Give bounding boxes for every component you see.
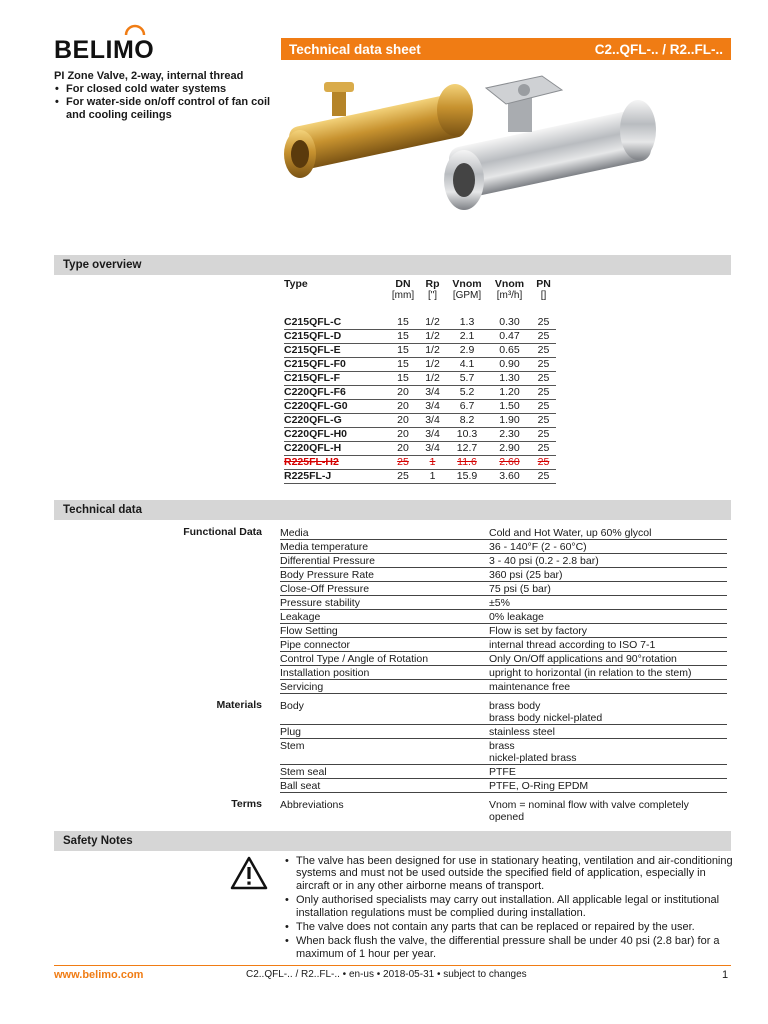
cell-vnom-m3h: 1.20 <box>488 386 531 400</box>
tech-category <box>54 610 280 624</box>
cell-vnom-gpm: 11.6 <box>446 456 488 470</box>
table-row <box>284 316 556 330</box>
cell-pn: 25 <box>531 428 556 442</box>
footer-divider <box>54 965 731 966</box>
cell-vnom-m3h: 2.90 <box>488 442 531 456</box>
tech-value <box>489 526 727 540</box>
footer-website-link[interactable]: www.belimo.com <box>54 969 144 981</box>
tech-row <box>54 568 731 582</box>
tech-property: Media <box>280 526 489 540</box>
col-header-vnom-m3h: Vnom <box>494 278 525 290</box>
tech-category <box>54 666 280 680</box>
tech-value <box>489 540 727 554</box>
table-row <box>284 456 556 470</box>
tech-row <box>54 652 731 666</box>
cell-dn: 15 <box>387 358 419 372</box>
cell-dn: 20 <box>387 428 419 442</box>
tech-value-line: stainless steel <box>489 726 555 738</box>
tech-property: Stem <box>280 739 489 765</box>
tech-value <box>489 725 727 739</box>
cell-type: C215QFL-C <box>284 316 387 330</box>
tech-category <box>54 739 280 765</box>
safety-note: • The valve does not contain any parts that can be replaced or repaired by the user. <box>284 921 734 933</box>
tech-row <box>54 624 731 638</box>
cell-type: R225FL-H2 <box>284 456 387 470</box>
cell-type: C215QFL-F0 <box>284 358 387 372</box>
tech-row <box>54 765 731 779</box>
cell-dn: 20 <box>387 386 419 400</box>
tech-row <box>54 526 731 540</box>
tech-property: Pressure stability <box>280 596 489 610</box>
col-header-rp: Rp <box>425 278 440 290</box>
tech-category <box>54 680 280 694</box>
product-intro <box>54 70 274 122</box>
tech-category <box>54 554 280 568</box>
tech-row <box>54 699 731 725</box>
cell-rp: 1/2 <box>419 344 446 358</box>
tech-value <box>489 652 727 666</box>
table-row <box>284 330 556 344</box>
tech-row <box>54 739 731 765</box>
tech-category <box>54 568 280 582</box>
cell-vnom-m3h: 2.30 <box>488 428 531 442</box>
cell-rp: 3/4 <box>419 428 446 442</box>
cell-type: C220QFL-F6 <box>284 386 387 400</box>
section-technical-data: Technical data <box>54 500 731 520</box>
unit-type <box>284 290 387 302</box>
cell-dn: 15 <box>387 344 419 358</box>
cell-vnom-gpm: 4.1 <box>446 358 488 372</box>
cell-vnom-gpm: 5.7 <box>446 372 488 386</box>
intro-bullet: • For water-side on/off control of fan coil and cooling ceilings <box>54 96 274 122</box>
tech-row <box>54 798 731 823</box>
cell-type: R225FL-J <box>284 470 387 484</box>
tech-row <box>54 554 731 568</box>
cell-type: C215QFL-F <box>284 372 387 386</box>
warning-triangle-icon <box>230 856 268 890</box>
table-row <box>284 470 556 484</box>
cell-vnom-gpm: 10.3 <box>446 428 488 442</box>
tech-value-line: nickel-plated brass <box>489 752 577 764</box>
belimo-logo-arc <box>124 24 146 36</box>
tech-property: Body Pressure Rate <box>280 568 489 582</box>
cell-vnom-m3h: 2.60 <box>488 456 531 470</box>
cell-vnom-m3h: 1.90 <box>488 414 531 428</box>
brass-valve <box>284 82 473 178</box>
tech-category: Functional Data <box>183 526 262 538</box>
cell-vnom-gpm: 6.7 <box>446 400 488 414</box>
cell-vnom-gpm: 5.2 <box>446 386 488 400</box>
tech-category <box>54 540 280 554</box>
tech-row <box>54 596 731 610</box>
cell-dn: 15 <box>387 316 419 330</box>
cell-rp: 3/4 <box>419 442 446 456</box>
tech-value-line: opened <box>489 811 525 823</box>
tech-value <box>489 610 727 624</box>
tech-property: Abbreviations <box>280 799 344 811</box>
cell-pn: 25 <box>531 330 556 344</box>
tech-category: Terms <box>231 798 262 810</box>
unit-gpm: [GPM] <box>452 290 482 301</box>
cell-rp: 3/4 <box>419 400 446 414</box>
tech-value <box>489 638 727 652</box>
product-photo <box>280 68 660 216</box>
tech-row <box>54 638 731 652</box>
table-row <box>284 442 556 456</box>
section-safety-notes: Safety Notes <box>54 831 731 851</box>
table-row <box>284 372 556 386</box>
tech-property: Differential Pressure <box>280 554 489 568</box>
col-header-pn: PN <box>536 278 551 290</box>
cell-vnom-m3h: 0.90 <box>488 358 531 372</box>
cell-type: C215QFL-E <box>284 344 387 358</box>
tech-category <box>54 765 280 779</box>
cell-vnom-m3h: 0.30 <box>488 316 531 330</box>
tech-value-line: ±5% <box>489 597 510 609</box>
tech-value-line: maintenance free <box>489 681 571 693</box>
cell-type: C220QFL-G0 <box>284 400 387 414</box>
header-models: C2..QFL-.. / R2..FL-.. <box>594 41 723 57</box>
tech-value <box>489 568 727 582</box>
tech-property: Close-Off Pressure <box>280 582 489 596</box>
brand-name: BELIMO <box>54 36 155 64</box>
cell-dn: 20 <box>387 442 419 456</box>
tech-category <box>54 652 280 666</box>
cell-type: C215QFL-D <box>284 330 387 344</box>
tech-row <box>54 725 731 739</box>
tech-value <box>489 624 727 638</box>
tech-property: Media temperature <box>280 540 489 554</box>
cell-type: C220QFL-H0 <box>284 428 387 442</box>
cell-pn: 25 <box>531 386 556 400</box>
tech-category <box>54 596 280 610</box>
cell-rp: 1 <box>419 456 446 470</box>
tech-value-line: 75 psi (5 bar) <box>489 583 551 595</box>
unit-pn: [] <box>540 290 547 301</box>
safety-notes-list <box>284 855 734 962</box>
footer-page-number: 1 <box>722 969 729 981</box>
tech-property: Ball seat <box>280 779 489 793</box>
tech-value-line: Cold and Hot Water, up 60% glycol <box>489 527 652 539</box>
tech-value-line: upright to horizontal (in relation to the stem) <box>489 667 692 679</box>
header-title: Technical data sheet <box>289 41 421 57</box>
tech-value <box>489 680 727 694</box>
cell-pn: 25 <box>531 316 556 330</box>
table-row <box>284 428 556 442</box>
tech-value <box>489 798 727 823</box>
table-row <box>284 414 556 428</box>
cell-pn: 25 <box>531 358 556 372</box>
cell-vnom-m3h: 0.65 <box>488 344 531 358</box>
tech-value-line: PTFE <box>489 766 516 778</box>
safety-note: • Only authorised specialists may carry out installation. All applicable legal or institutional installation regulations must be complied during installation. <box>284 894 734 919</box>
tech-property: Leakage <box>280 610 489 624</box>
col-header-type: Type <box>284 278 308 290</box>
cell-vnom-gpm: 8.2 <box>446 414 488 428</box>
safety-note: • The valve has been designed for use in stationary heating, ventilation and air-conditioning systems and must not be used outside the specified field of application, especially in aircraft or in any other airborne means of transport. <box>284 855 734 892</box>
tech-property: Flow Setting <box>280 624 489 638</box>
cell-dn: 20 <box>387 400 419 414</box>
tech-category <box>54 624 280 638</box>
tech-property: Stem seal <box>280 765 489 779</box>
cell-vnom-gpm: 12.7 <box>446 442 488 456</box>
cell-rp: 1/2 <box>419 372 446 386</box>
chrome-valve <box>444 76 656 210</box>
tech-property: Control Type / Angle of Rotation <box>280 652 489 666</box>
cell-dn: 15 <box>387 330 419 344</box>
intro-bullet: • For closed cold water systems <box>54 83 274 96</box>
tech-category <box>54 582 280 596</box>
tech-property: Plug <box>280 725 489 739</box>
cell-vnom-m3h: 0.47 <box>488 330 531 344</box>
tech-value-line: 3 - 40 psi (0.2 - 2.8 bar) <box>489 555 599 567</box>
tech-property: Body <box>280 699 489 725</box>
table-row <box>284 344 556 358</box>
cell-dn: 15 <box>387 372 419 386</box>
tech-category <box>54 779 280 793</box>
table-row <box>284 400 556 414</box>
unit-dn: [mm] <box>391 290 415 301</box>
cell-pn: 25 <box>531 372 556 386</box>
tech-value <box>489 596 727 610</box>
tech-value-line: Vnom = nominal flow with valve completely <box>489 799 689 811</box>
type-overview-table <box>284 278 556 484</box>
tech-value-line: PTFE, O-Ring EPDM <box>489 780 589 792</box>
tech-value-line: Only On/Off applications and 90°rotation <box>489 653 677 665</box>
cell-rp: 1/2 <box>419 358 446 372</box>
cell-type: C220QFL-G <box>284 414 387 428</box>
table-row <box>284 386 556 400</box>
cell-vnom-gpm: 2.9 <box>446 344 488 358</box>
table-row <box>284 358 556 372</box>
tech-value <box>489 739 727 765</box>
tech-row <box>54 610 731 624</box>
tech-value <box>489 699 727 725</box>
cell-pn: 25 <box>531 456 556 470</box>
cell-type: C220QFL-H <box>284 442 387 456</box>
tech-row <box>54 680 731 694</box>
unit-m3h: [m³/h] <box>496 290 523 301</box>
belimo-logo <box>54 34 154 64</box>
cell-pn: 25 <box>531 344 556 358</box>
tech-row <box>54 540 731 554</box>
cell-pn: 25 <box>531 470 556 484</box>
tech-category <box>54 638 280 652</box>
cell-vnom-gpm: 1.3 <box>446 316 488 330</box>
cell-pn: 25 <box>531 400 556 414</box>
cell-vnom-gpm: 2.1 <box>446 330 488 344</box>
tech-property: Servicing <box>280 680 489 694</box>
unit-rp: ["] <box>427 290 438 301</box>
header-bar <box>281 38 731 60</box>
product-title: PI Zone Valve, 2-way, internal thread <box>54 70 244 82</box>
cell-rp: 1/2 <box>419 330 446 344</box>
tech-category: Materials <box>216 699 262 711</box>
cell-rp: 3/4 <box>419 414 446 428</box>
tech-value <box>489 666 727 680</box>
tech-value <box>489 779 727 793</box>
tech-value-line: 0% leakage <box>489 611 544 623</box>
cell-rp: 1/2 <box>419 316 446 330</box>
tech-value-line: Flow is set by factory <box>489 625 588 637</box>
tech-value <box>489 765 727 779</box>
tech-row <box>54 666 731 680</box>
tech-category <box>54 725 280 739</box>
tech-value <box>489 582 727 596</box>
cell-rp: 3/4 <box>419 386 446 400</box>
tech-value-line: 360 psi (25 bar) <box>489 569 563 581</box>
cell-dn: 25 <box>387 456 419 470</box>
cell-vnom-m3h: 3.60 <box>488 470 531 484</box>
tech-row <box>54 779 731 793</box>
cell-dn: 20 <box>387 414 419 428</box>
cell-dn: 25 <box>387 470 419 484</box>
cell-vnom-m3h: 1.50 <box>488 400 531 414</box>
cell-pn: 25 <box>531 442 556 456</box>
cell-vnom-m3h: 1.30 <box>488 372 531 386</box>
tech-property: Installation position <box>280 666 489 680</box>
tech-value <box>489 554 727 568</box>
tech-value-line: brass <box>489 740 515 752</box>
tech-value-line: brass body <box>489 700 541 712</box>
cell-pn: 25 <box>531 414 556 428</box>
tech-property: Pipe connector <box>280 638 489 652</box>
cell-vnom-gpm: 15.9 <box>446 470 488 484</box>
cell-rp: 1 <box>419 470 446 484</box>
tech-value-line: 36 - 140°F (2 - 60°C) <box>489 541 587 553</box>
tech-value-line: internal thread according to ISO 7-1 <box>489 639 656 651</box>
footer-document-info: C2..QFL-.. / R2..FL-.. • en-us • 2018-05-31 • subject to changes <box>246 969 527 980</box>
safety-note: • When back flush the valve, the differential pressure shall be under 40 psi (2.8 bar) for a maximum of 1 hour per year. <box>284 935 734 960</box>
col-header-vnom-gpm: Vnom <box>452 278 482 290</box>
col-header-dn: DN <box>395 278 411 290</box>
section-type-overview: Type overview <box>54 255 731 275</box>
tech-value-line: brass body nickel-plated <box>489 712 603 724</box>
technical-data-table <box>54 526 731 823</box>
tech-row <box>54 582 731 596</box>
